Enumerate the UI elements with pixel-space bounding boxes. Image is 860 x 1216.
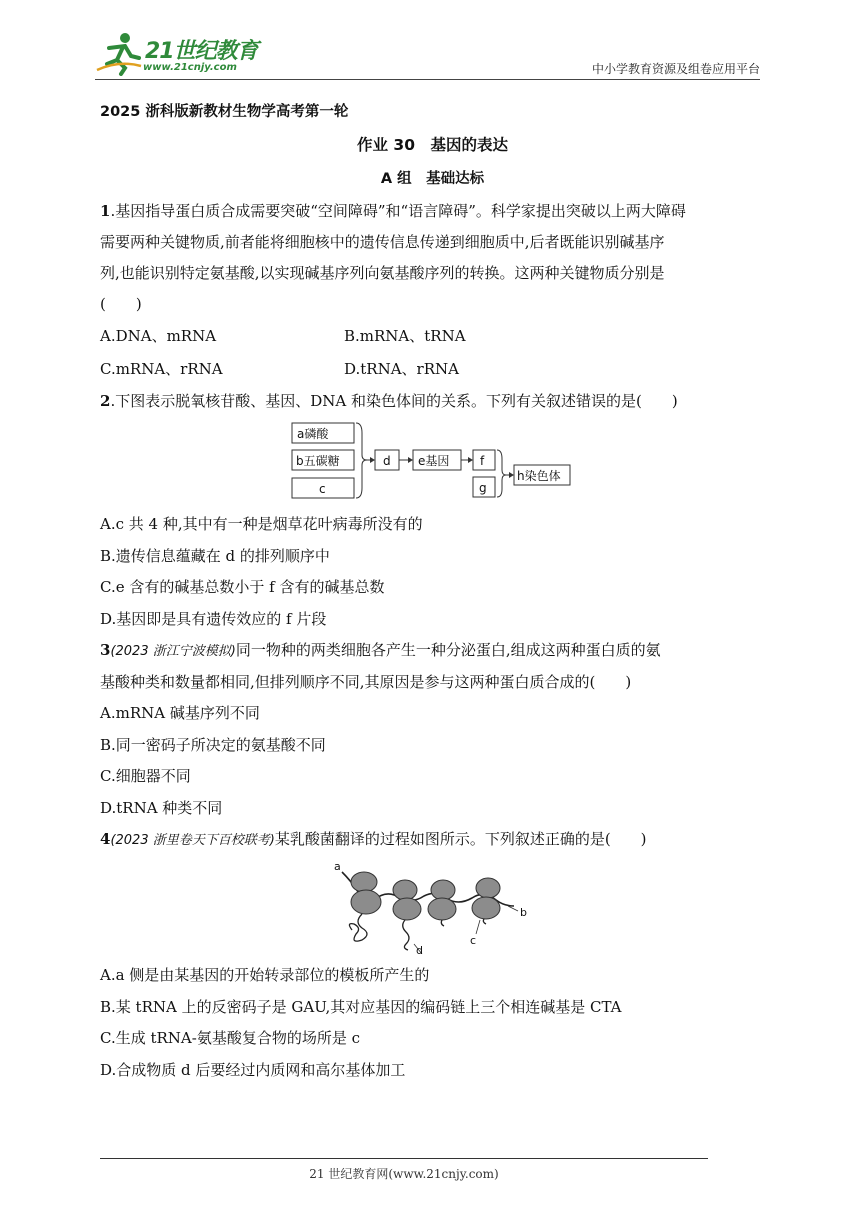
option-d[interactable]: D.基因即是具有遗传效应的 f 片段 [100,609,327,628]
option-d[interactable]: D.tRNA 种类不同 [100,798,223,817]
question-number: 4 [100,830,111,848]
question-text-line: 基酸种类和数量都相同,但排列顺序不同,其原因是参与这两种蛋白质合成的( ) [100,673,632,691]
polypeptide-chain [483,919,486,924]
ribosome-small-subunit [393,880,417,900]
ribosome-small-subunit [431,880,455,900]
ribosome-large-subunit [428,898,456,920]
polypeptide-chain [403,920,409,950]
question-source: (2023 浙江宁波模拟) [110,644,236,659]
question-text: 某乳酸菌翻译的过程如图所示。下列叙述正确的是( ) [274,830,647,848]
ribosome-large-subunit [472,897,500,919]
question-number: 3 [100,641,111,659]
translation-diagram [100,858,765,954]
series-title: 2025 浙科版新教材生物学高考第一轮 [100,104,349,120]
option-b[interactable]: B.同一密码子所决定的氨基酸不同 [100,735,326,754]
nucleotide-gene-chromosome-diagram [100,419,765,505]
option-a[interactable]: A.a 侧是由某基因的开始转录部位的模板所产生的 [100,966,430,984]
option-row [100,320,765,353]
header-divider [95,79,760,80]
question-1 [100,196,765,386]
label-e: e基因 [418,454,450,468]
label-g: g [479,481,487,495]
runner-logo-icon [95,30,143,76]
option-a[interactable]: A.mRNA 碱基序列不同 [100,704,260,722]
option-row [100,353,765,386]
label-c: c [319,482,326,496]
option-c[interactable]: C.mRNA、rRNA [100,360,223,378]
question-source: (2023 浙里卷天下百校联考) [110,833,275,848]
question-text: .下图表示脱氧核苷酸、基因、DNA 和染色体间的关系。下列有关叙述错误的是( ) [110,392,678,410]
platform-name: 中小学教育资源及组卷应用平台 [591,62,760,76]
document-body [100,100,765,1086]
label-c: c [470,934,477,947]
label-a: a [334,860,341,873]
ribosome-small-subunit [476,878,500,898]
ribosome-large-subunit [393,898,421,920]
question-number: 1 [100,202,111,220]
polypeptide-chain [349,914,367,941]
option-a[interactable]: A.DNA、mRNA [100,327,217,345]
page-header [95,30,760,78]
option-c[interactable]: C.细胞器不同 [100,767,191,785]
option-a[interactable]: A.c 共 4 种,其中有一种是烟草花叶病毒所没有的 [100,515,423,533]
label-a: a磷酸 [297,427,329,441]
question-number: 2 [100,392,111,410]
site-logo[interactable] [95,30,265,78]
option-d[interactable]: D.tRNA、rRNA [344,360,459,378]
option-b[interactable]: B.遗传信息蕴藏在 d 的排列顺序中 [100,546,330,565]
question-2 [100,386,765,635]
question-text-line: 需要两种关键物质,前者能将细胞核中的遗传信息传递到细胞质中,后者既能识别碱基序 [100,233,665,251]
option-b[interactable]: B.mRNA、tRNA [344,327,466,345]
group-heading: A 组 基础达标 [380,171,485,187]
question-4 [100,824,765,1086]
label-h: h染色体 [517,469,561,483]
footer-link[interactable]: 21 世纪教育网(www.21cnjy.com) [309,1167,499,1181]
ribosome-small-subunit [351,872,377,892]
option-c[interactable]: C.生成 tRNA-氨基酸复合物的场所是 c [100,1029,360,1047]
label-b: b五碳糖 [296,454,340,468]
label-f: f [480,454,485,468]
question-text-line: 列,也能识别特定氨基酸,以实现碱基序列向氨基酸序列的转换。这两种关键物质分别是 [100,264,665,282]
assignment-title: 作业 30 基因的表达 [357,136,508,154]
label-b: b [520,906,527,919]
logo-url: www.21cnjy.com [143,62,237,73]
polypeptide-chain [441,920,444,926]
footer-divider [100,1158,708,1159]
option-d[interactable]: D.合成物质 d 后要经过内质网和高尔基体加工 [100,1060,406,1079]
label-d: d [416,944,423,954]
question-text-line: 同一物种的两类细胞各产生一种分泌蛋白,组成这两种蛋白质的氨 [235,641,661,659]
question-text-line: .基因指导蛋白质合成需要突破“空间障碍”和“语言障碍”。科学家提出突破以上两大障碍 [110,202,686,220]
ribosome-large-subunit [351,890,381,914]
logo-title: 21世纪教育 [145,39,258,64]
answer-blank: ( ) [100,295,142,313]
label-d: d [383,454,391,468]
option-b[interactable]: B.某 tRNA 上的反密码子是 GAU,其对应基因的编码链上三个相连碱基是 CTA [100,997,622,1016]
question-3 [100,635,765,824]
option-c[interactable]: C.e 含有的碱基总数小于 f 含有的碱基总数 [100,578,385,596]
